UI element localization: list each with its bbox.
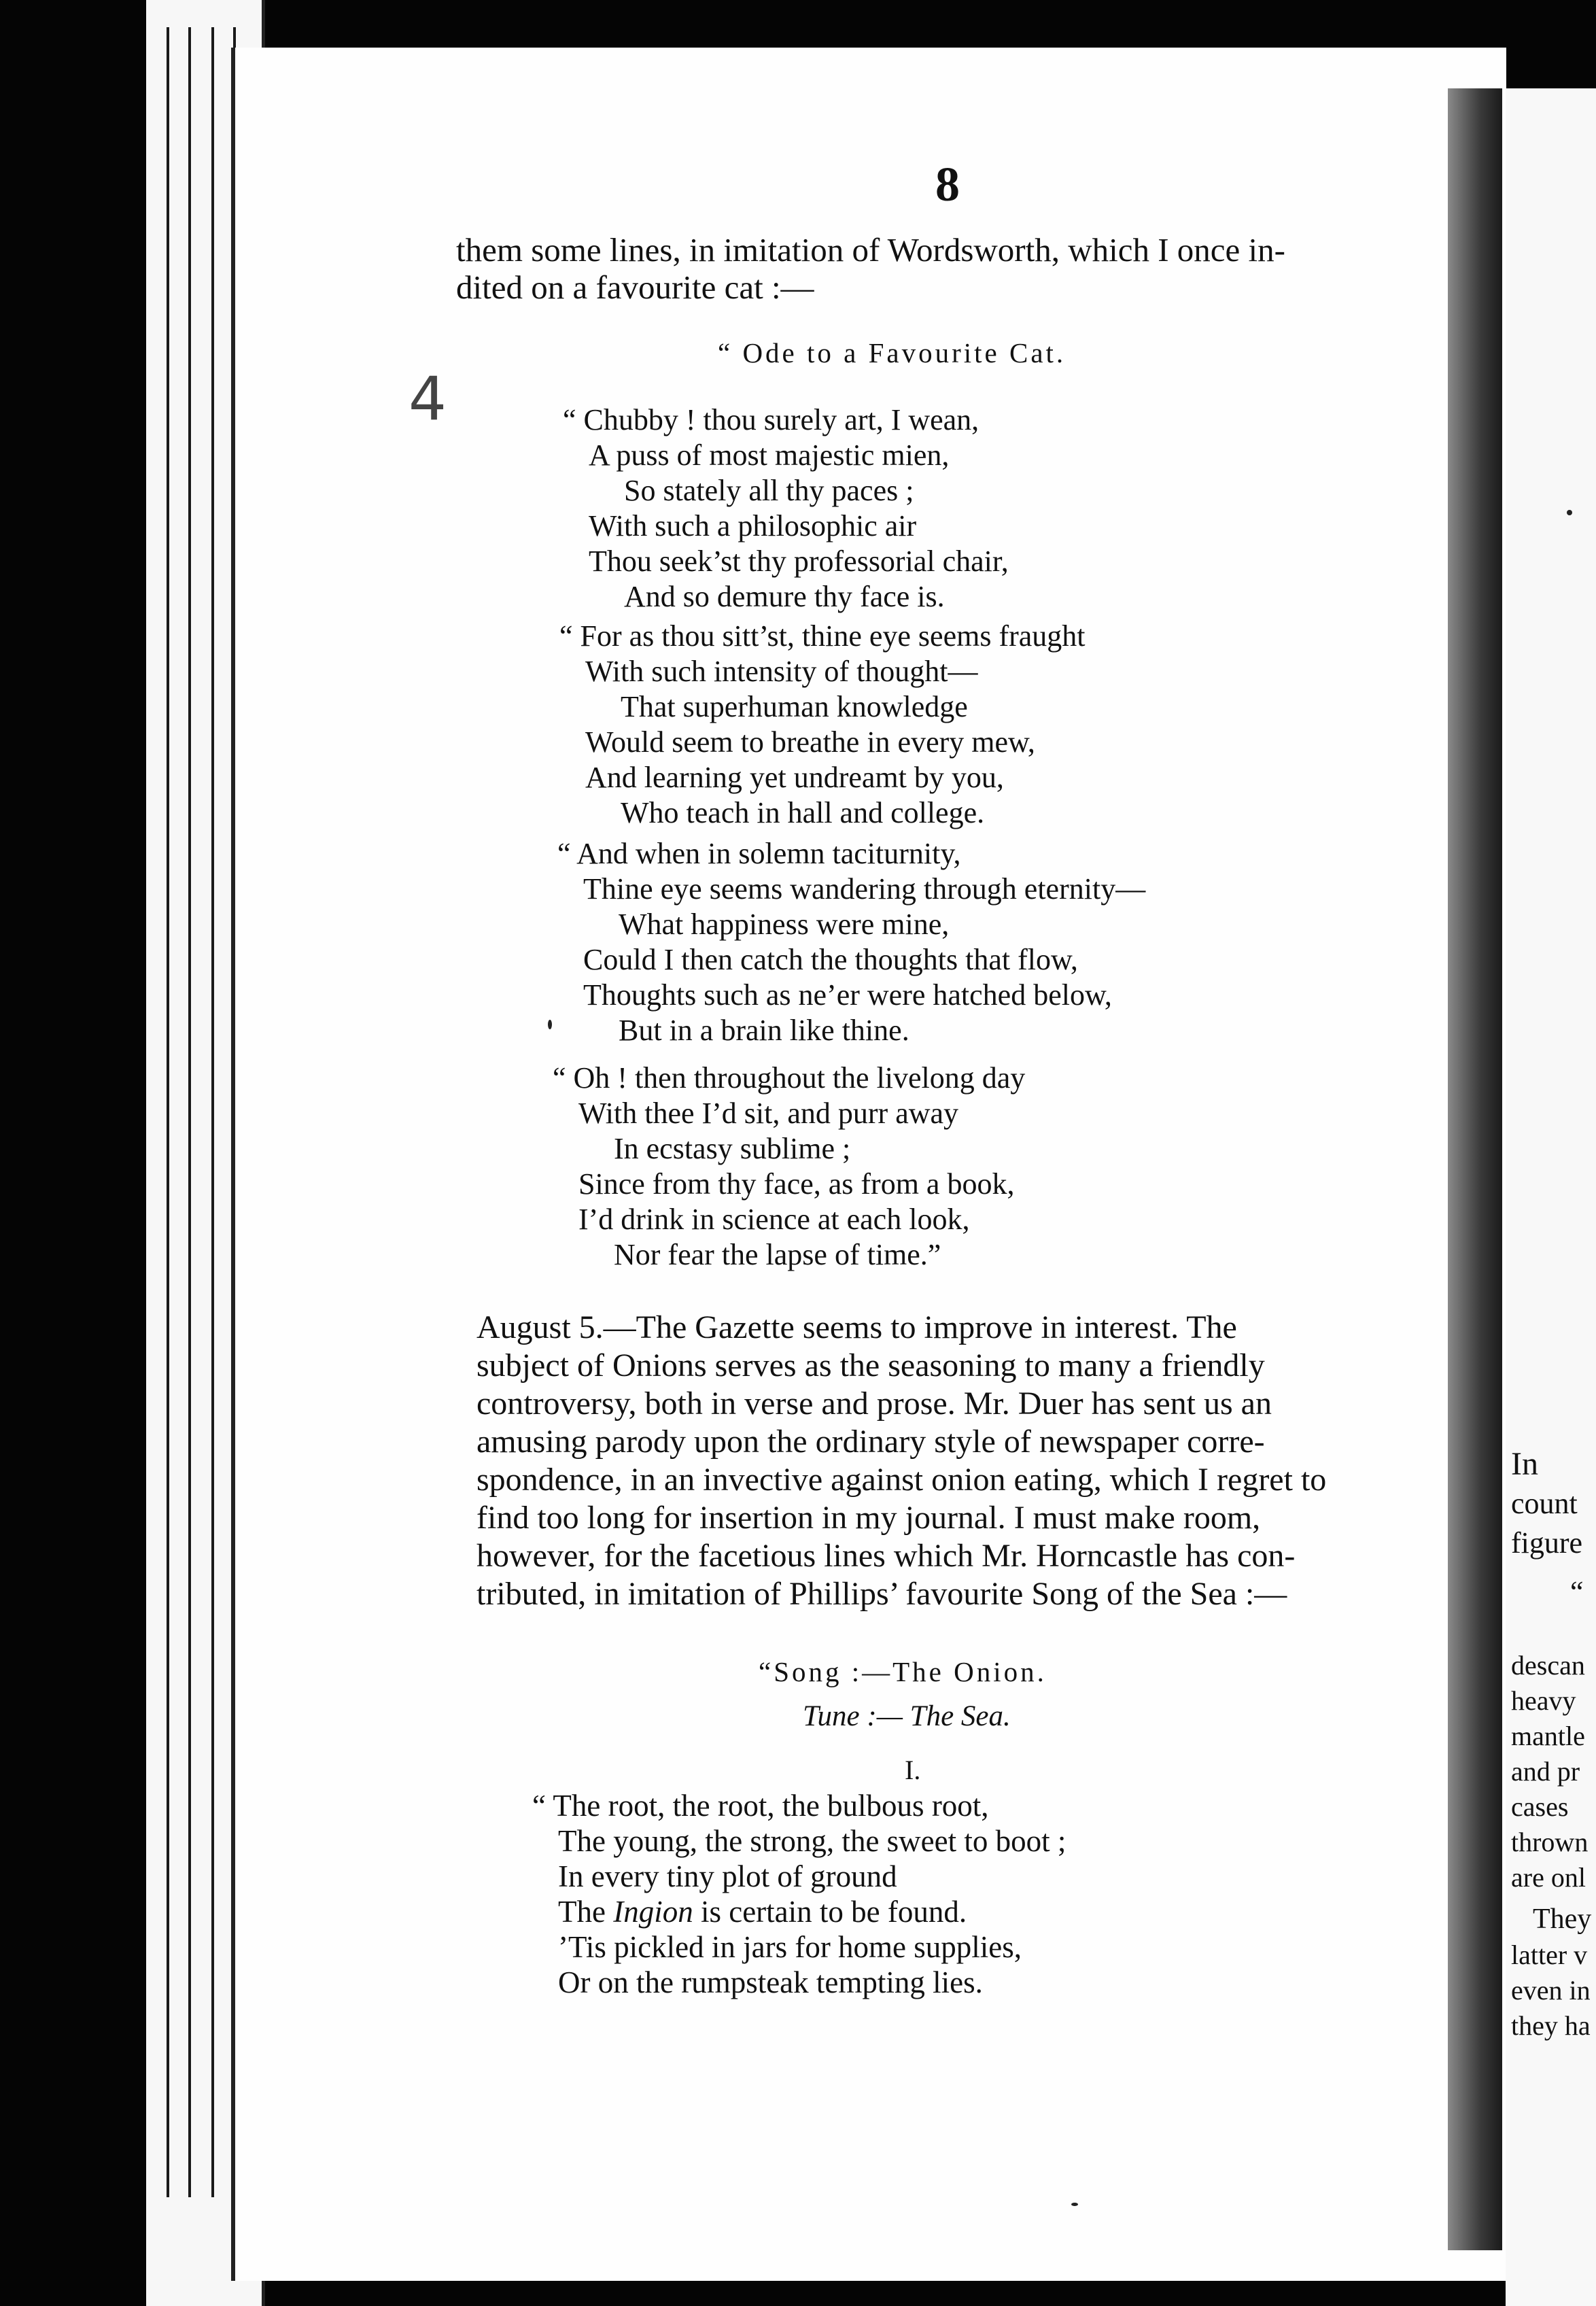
- ink-speck: [1567, 510, 1572, 515]
- facing-fragment: mantle: [1511, 1721, 1585, 1751]
- poem-stanza: [557, 836, 1146, 1048]
- verse-line: That superhuman knowledge: [621, 690, 968, 723]
- facing-fragment: and pr: [1511, 1756, 1580, 1787]
- verse-line: “ The root, the root, the bulbous root,: [532, 1789, 989, 1823]
- verse-line: What happiness were mine,: [619, 908, 950, 941]
- book-page: [231, 48, 1506, 2281]
- song-tune: Tune :— The Sea.: [803, 1700, 1011, 1732]
- verse-line: In ecstasy sublime ;: [614, 1132, 851, 1165]
- ink-speck: [548, 1020, 552, 1029]
- poem-stanza: [563, 402, 1009, 615]
- poem-stanza: [559, 619, 1086, 831]
- verse-line: So stately all thy paces ;: [624, 474, 914, 507]
- verse-line: Who teach in hall and college.: [621, 796, 985, 829]
- verse-line: Or on the rumpsteak tempting lies.: [558, 1965, 983, 1999]
- poem-stanza: [553, 1061, 1026, 1273]
- paragraph-line: August 5.—The Gazette seems to improve in interest. The: [476, 1309, 1237, 1345]
- book-spine: [1448, 88, 1502, 2250]
- facing-fragment: “: [1570, 1575, 1584, 1608]
- facing-page: [1506, 88, 1596, 2306]
- verse-line: But in a brain like thine.: [619, 1014, 909, 1047]
- verse-line: And learning yet undreamt by you,: [585, 761, 1004, 794]
- paragraph-line: tributed, in imitation of Phillips’ favourite Song of the Sea :—: [476, 1576, 1287, 1612]
- facing-fragment: cases: [1511, 1791, 1569, 1822]
- facing-fragment: heavy: [1511, 1685, 1576, 1716]
- facing-fragment: descan: [1511, 1650, 1585, 1681]
- stanza-number: I.: [905, 1755, 921, 1785]
- stack-edge: [211, 27, 214, 2197]
- verse-line: With such a philosophic air: [589, 509, 917, 543]
- verse-line: And so demure thy face is.: [624, 580, 945, 613]
- facing-fragment: count: [1511, 1487, 1578, 1520]
- verse-line: “ Chubby ! thou surely art, I wean,: [563, 403, 979, 436]
- italic-word: Ingion: [613, 1895, 693, 1929]
- verse-line: “ For as thou sitt’st, thine eye seems fraught: [559, 619, 1086, 653]
- verse-line: Thou seek’st thy professorial chair,: [589, 545, 1009, 578]
- facing-fragment: They: [1533, 1904, 1592, 1935]
- facing-fragment: are onl: [1511, 1862, 1586, 1893]
- verse-line: With such intensity of thought—: [585, 655, 978, 688]
- verse-line: Since from thy face, as from a book,: [578, 1167, 1015, 1201]
- intro-line: dited on a favourite cat :—: [456, 269, 814, 306]
- verse-line: I’d drink in science at each look,: [578, 1203, 970, 1236]
- paragraph-line: however, for the facetious lines which Mr. Horncastle has con-: [476, 1538, 1296, 1574]
- verse-line: The Ingion is certain to be found.: [558, 1895, 967, 1929]
- verse-line: “ And when in solemn taciturnity,: [557, 837, 961, 870]
- verse-line: Thoughts such as ne’er were hatched below,: [583, 978, 1112, 1012]
- verse-line: Would seem to breathe in every mew,: [585, 725, 1035, 759]
- paragraph-line: find too long for insertion in my journal. I must make room,: [476, 1500, 1261, 1536]
- verse-line: ’Tis pickled in jars for home supplies,: [558, 1930, 1022, 1964]
- ink-speck: [1071, 2203, 1078, 2206]
- verse-line: In every tiny plot of ground: [558, 1859, 897, 1893]
- stack-edge: [167, 27, 169, 2197]
- verse-line: Nor fear the lapse of time.”: [614, 1238, 941, 1271]
- intro-paragraph: [456, 231, 1285, 306]
- paragraph-line: controversy, both in verse and prose. Mr. Duer has sent us an: [476, 1386, 1272, 1422]
- poem-title: “ Ode to a Favourite Cat.: [718, 337, 1066, 368]
- verse-line: Thine eye seems wandering through eternity—: [583, 872, 1146, 906]
- verse-line: “ Oh ! then throughout the livelong day: [553, 1061, 1026, 1095]
- facing-fragment: figure: [1511, 1526, 1583, 1560]
- verse-line: A puss of most majestic mien,: [589, 438, 950, 472]
- song-stanza: [532, 1788, 1066, 2000]
- verse-line: Could I then catch the thoughts that flow,: [583, 943, 1078, 976]
- intro-line: them some lines, in imitation of Wordsworth, which I once in-: [456, 231, 1285, 269]
- verse-line: With thee I’d sit, and purr away: [578, 1097, 959, 1130]
- paragraph-line: subject of Onions serves as the seasoning to many a friendly: [476, 1347, 1265, 1383]
- facing-fragment: In: [1511, 1446, 1538, 1482]
- paragraph-line: amusing parody upon the ordinary style of newspaper corre-: [476, 1424, 1265, 1460]
- paragraph-line: spondence, in an invective against onion eating, which I regret to: [476, 1462, 1327, 1498]
- facing-fragment: latter v: [1511, 1940, 1588, 1970]
- facing-fragment: even in: [1511, 1975, 1591, 2006]
- verse-line: The young, the strong, the sweet to boot ;: [558, 1824, 1066, 1858]
- august-paragraph: [476, 1309, 1326, 1613]
- facing-fragment: they ha: [1511, 2010, 1591, 2041]
- stack-edge: [188, 27, 191, 2197]
- song-title: “Song :—The Onion.: [759, 1656, 1047, 1687]
- margin-note: 4: [409, 364, 447, 434]
- page-number: 8: [935, 157, 960, 211]
- facing-fragment: thrown: [1511, 1827, 1589, 1857]
